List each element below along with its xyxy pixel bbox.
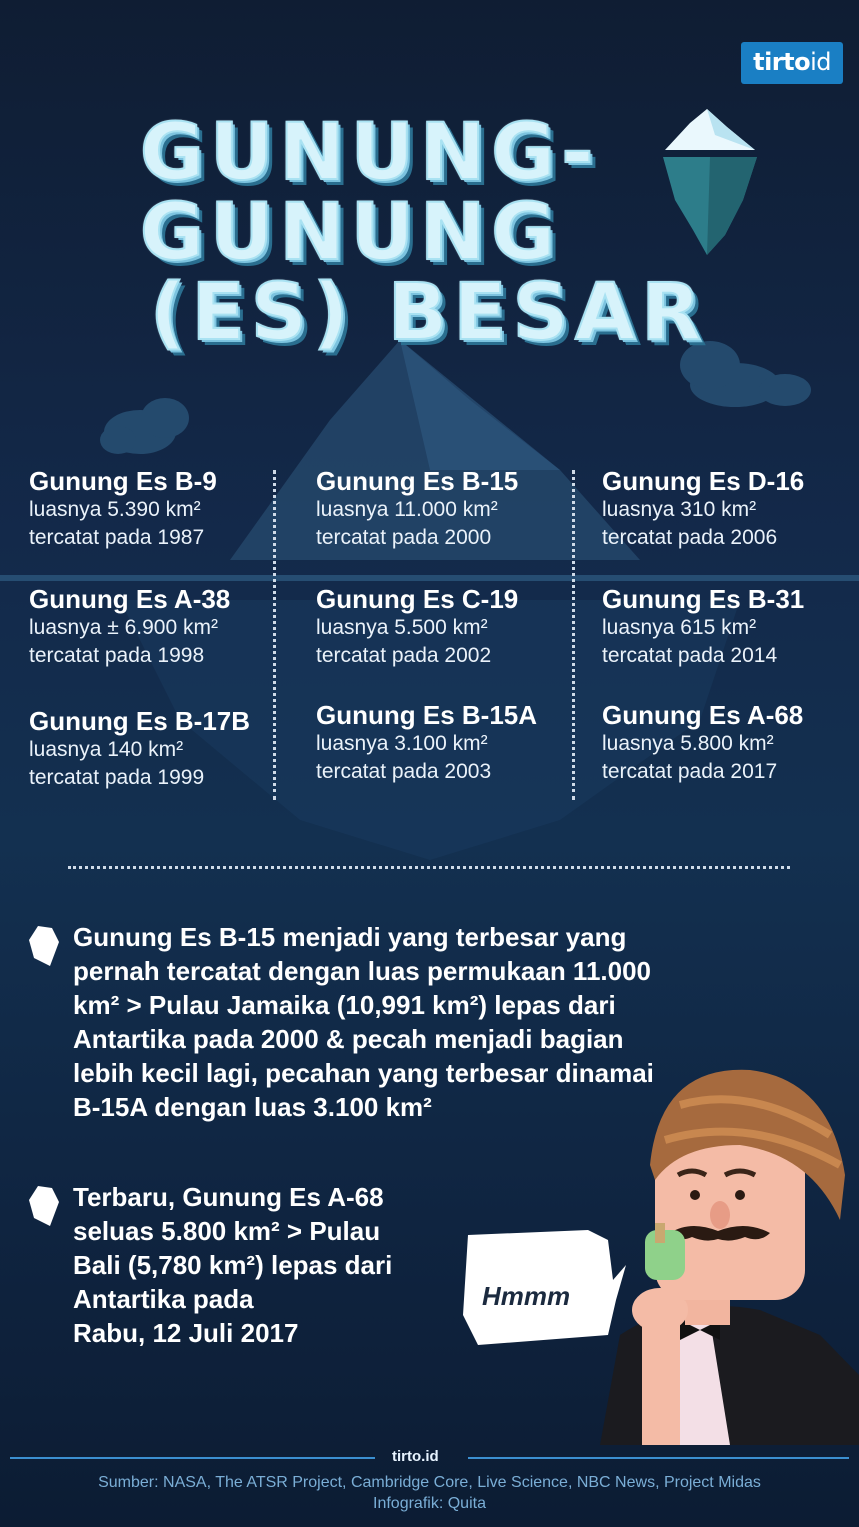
- fact-line: Antartika pada 2000 & pecah menjadi bagian: [73, 1024, 624, 1054]
- iceberg-item: [316, 466, 576, 552]
- iceberg-name: Gunung Es B-15A: [316, 700, 538, 730]
- footer-source: Sumber: NASA, The ATSR Project, Cambridge Core, Live Science, NBC News, Project Midas: [98, 1474, 761, 1491]
- iceberg-name: Gunung Es A-38: [29, 584, 231, 614]
- iceberg-icon: [655, 105, 765, 260]
- iceberg-year: tercatat pada 2017: [602, 760, 778, 783]
- column-divider: [273, 470, 276, 800]
- fact-line: seluas 5.800 km² > Pulau: [73, 1216, 381, 1246]
- iceberg-area: luasnya 5.800 km²: [602, 732, 774, 755]
- iceberg-area: luasnya 3.100 km²: [316, 732, 488, 755]
- fact-line: Gunung Es B-15 menjadi yang terbesar yang: [73, 922, 627, 952]
- fact-line: lebih kecil lagi, pecahan yang terbesar dinamai: [73, 1058, 654, 1088]
- logo-suffix: id: [810, 48, 831, 76]
- title-line-3: (ES) BESAR: [150, 268, 708, 358]
- iceberg-item: [602, 466, 859, 552]
- iceberg-area: luasnya ± 6.900 km²: [29, 616, 218, 639]
- tirto-logo: [741, 42, 843, 84]
- iceberg-area: luasnya 5.500 km²: [316, 616, 488, 639]
- iceberg-item: [602, 700, 859, 786]
- iceberg-area: luasnya 615 km²: [602, 616, 757, 639]
- iceberg-year: tercatat pada 2006: [602, 526, 778, 549]
- iceberg-name: Gunung Es C-19: [316, 584, 519, 614]
- diamond-bullet-icon: [28, 924, 60, 968]
- iceberg-name: Gunung Es A-68: [602, 700, 804, 730]
- fact-paragraph: [73, 1180, 453, 1350]
- iceberg-name: Gunung Es B-15: [316, 466, 519, 496]
- footer-credit: Infografik: Quita: [373, 1495, 486, 1512]
- iceberg-name: Gunung Es B-9: [29, 466, 217, 496]
- footer-rule-left: [10, 1457, 375, 1459]
- title-line-1: GUNUNG-: [140, 108, 600, 198]
- iceberg-name: Gunung Es B-17B: [29, 706, 251, 736]
- iceberg-item: [316, 584, 576, 670]
- iceberg-area: luasnya 140 km²: [29, 738, 184, 761]
- iceberg-year: tercatat pada 2002: [316, 644, 492, 667]
- iceberg-area: luasnya 5.390 km²: [29, 498, 201, 521]
- iceberg-year: tercatat pada 2003: [316, 760, 492, 783]
- diamond-bullet-icon: [28, 1184, 60, 1228]
- iceberg-year: tercatat pada 2014: [602, 644, 778, 667]
- iceberg-year: tercatat pada 1998: [29, 644, 205, 667]
- footer-rule-right: [468, 1457, 849, 1459]
- section-divider: [68, 866, 790, 869]
- fact-line: Antartika pada: [73, 1284, 254, 1314]
- iceberg-year: tercatat pada 1987: [29, 526, 205, 549]
- logo-text: tirto: [753, 48, 811, 76]
- fact-line: B-15A dengan luas 3.100 km²: [73, 1092, 432, 1122]
- iceberg-item: [29, 466, 289, 552]
- fact-line: km² > Pulau Jamaika (10,991 km²) lepas dari: [73, 990, 616, 1020]
- iceberg-item: [29, 584, 289, 670]
- iceberg-year: tercatat pada 2000: [316, 526, 492, 549]
- fact-line: Terbaru, Gunung Es A-68: [73, 1182, 384, 1212]
- iceberg-year: tercatat pada 1999: [29, 766, 205, 789]
- iceberg-name: Gunung Es D-16: [602, 466, 805, 496]
- iceberg-area: luasnya 11.000 km²: [316, 498, 498, 521]
- iceberg-item: [316, 700, 576, 786]
- iceberg-area: luasnya 310 km²: [602, 498, 757, 521]
- iceberg-item: [602, 584, 859, 670]
- speech-bubble-text: Hmmm: [482, 1281, 571, 1311]
- footer-brand: tirto.id: [392, 1448, 439, 1465]
- fact-line: Bali (5,780 km²) lepas dari: [73, 1250, 393, 1280]
- column-divider: [572, 470, 575, 800]
- fact-line: pernah tercatat dengan luas permukaan 11.000: [73, 956, 652, 986]
- fact-line: Rabu, 12 Juli 2017: [73, 1318, 299, 1348]
- iceberg-name: Gunung Es B-31: [602, 584, 805, 614]
- iceberg-item: [29, 706, 289, 792]
- cloud-icon: [100, 398, 189, 454]
- title-line-2: GUNUNG: [140, 188, 562, 278]
